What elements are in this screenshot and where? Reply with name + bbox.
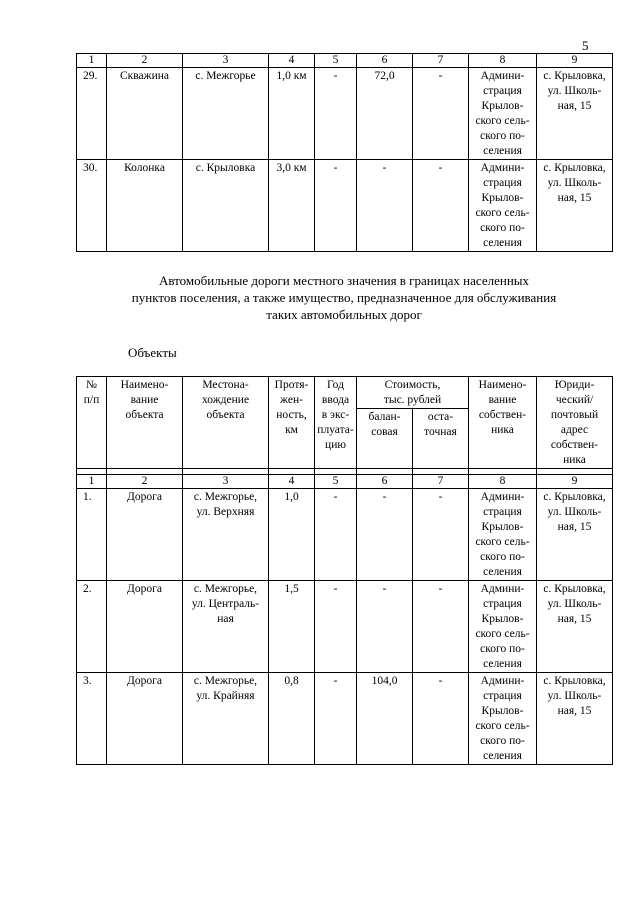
index-cell: 6 bbox=[357, 54, 413, 68]
header-residual: оста- точная bbox=[413, 409, 469, 469]
column-index-row bbox=[77, 475, 613, 489]
index-cell: 9 bbox=[537, 54, 613, 68]
balance-cost: - bbox=[357, 581, 413, 673]
balance-cost: 72,0 bbox=[357, 68, 413, 160]
object-name: Дорога bbox=[107, 673, 183, 765]
table-row bbox=[77, 581, 613, 673]
index-cell: 1 bbox=[77, 54, 107, 68]
balance-cost: - bbox=[357, 489, 413, 581]
page-number: 5 bbox=[582, 38, 589, 53]
residual-cost: - bbox=[413, 581, 469, 673]
owner-address: с. Крыловка, ул. Школь- ная, 15 bbox=[537, 581, 613, 673]
object-length: 1,0 bbox=[269, 489, 315, 581]
header-year: Год ввода в экс- плуата- цию bbox=[315, 377, 357, 469]
index-cell: 4 bbox=[269, 54, 315, 68]
header-owner: Наимено- вание собствен- ника bbox=[469, 377, 537, 469]
index-cell: 8 bbox=[469, 475, 537, 489]
header-location: Местона- хождение объекта bbox=[183, 377, 269, 469]
commission-year: - bbox=[315, 673, 357, 765]
index-cell: 7 bbox=[413, 475, 469, 489]
index-cell: 2 bbox=[107, 54, 183, 68]
header-name: Наимено- вание объекта bbox=[107, 377, 183, 469]
balance-cost: - bbox=[357, 160, 413, 252]
row-number: 1. bbox=[77, 489, 107, 581]
object-name: Скважина bbox=[107, 68, 183, 160]
owner-name: Админи- страция Крылов- ского сель- ского по- селения bbox=[469, 581, 537, 673]
row-number: 30. bbox=[77, 160, 107, 252]
index-cell: 9 bbox=[537, 475, 613, 489]
table-row bbox=[77, 68, 613, 160]
header-row bbox=[77, 377, 613, 409]
object-location: с. Межгорье bbox=[183, 68, 269, 160]
index-cell: 6 bbox=[357, 475, 413, 489]
object-name: Дорога bbox=[107, 489, 183, 581]
index-cell: 2 bbox=[107, 475, 183, 489]
owner-name: Админи- страция Крылов- ского сель- ского по- селения bbox=[469, 489, 537, 581]
table-row bbox=[77, 489, 613, 581]
commission-year: - bbox=[315, 68, 357, 160]
index-cell: 3 bbox=[183, 475, 269, 489]
header-balance: балан- совая bbox=[357, 409, 413, 469]
object-length: 3,0 км bbox=[269, 160, 315, 252]
column-index-row bbox=[77, 54, 613, 68]
header-cost: Стоимость, тыс. рублей bbox=[357, 377, 469, 409]
owner-address: с. Крыловка, ул. Школь- ная, 15 bbox=[537, 68, 613, 160]
row-number: 2. bbox=[77, 581, 107, 673]
object-location: с. Межгорье, ул. Верхняя bbox=[183, 489, 269, 581]
owner-name: Админи- страция Крылов- ского сель- ского по- селения bbox=[469, 160, 537, 252]
residual-cost: - bbox=[413, 68, 469, 160]
commission-year: - bbox=[315, 581, 357, 673]
index-cell: 1 bbox=[77, 475, 107, 489]
commission-year: - bbox=[315, 160, 357, 252]
residual-cost: - bbox=[413, 160, 469, 252]
object-length: 1,5 bbox=[269, 581, 315, 673]
commission-year: - bbox=[315, 489, 357, 581]
object-length: 0,8 bbox=[269, 673, 315, 765]
roads-table bbox=[76, 376, 613, 765]
object-length: 1,0 км bbox=[269, 68, 315, 160]
table-row bbox=[77, 160, 613, 252]
object-location: с. Межгорье, ул. Централь- ная bbox=[183, 581, 269, 673]
index-cell: 5 bbox=[315, 54, 357, 68]
row-number: 29. bbox=[77, 68, 107, 160]
index-cell: 4 bbox=[269, 475, 315, 489]
table-row bbox=[77, 673, 613, 765]
residual-cost: - bbox=[413, 673, 469, 765]
header-num: № п/п bbox=[77, 377, 107, 469]
index-cell: 3 bbox=[183, 54, 269, 68]
index-cell: 7 bbox=[413, 54, 469, 68]
owner-address: с. Крыловка, ул. Школь- ная, 15 bbox=[537, 160, 613, 252]
object-name: Колонка bbox=[107, 160, 183, 252]
header-length: Протя- жен- ность, км bbox=[269, 377, 315, 469]
object-name: Дорога bbox=[107, 581, 183, 673]
owner-name: Админи- страция Крылов- ского сель- ского по- селения bbox=[469, 673, 537, 765]
object-location: с. Межгорье, ул. Крайняя bbox=[183, 673, 269, 765]
section-heading: Автомобильные дороги местного значения в границах населенных пунктов поселения, а также имущество, предназначенное для обслуживания таких автомобильных дорог bbox=[131, 273, 557, 322]
index-cell: 8 bbox=[469, 54, 537, 68]
index-cell: 5 bbox=[315, 475, 357, 489]
header-address: Юриди- ческий/ почтовый адрес собствен- ника bbox=[537, 377, 613, 469]
owner-address: с. Крыловка, ул. Школь- ная, 15 bbox=[537, 489, 613, 581]
water-objects-table bbox=[76, 53, 613, 252]
owner-name: Админи- страция Крылов- ского сель- ского по- селения bbox=[469, 68, 537, 160]
residual-cost: - bbox=[413, 489, 469, 581]
object-location: с. Крыловка bbox=[183, 160, 269, 252]
objects-subheading: Объекты bbox=[128, 345, 177, 360]
owner-address: с. Крыловка, ул. Школь- ная, 15 bbox=[537, 673, 613, 765]
balance-cost: 104,0 bbox=[357, 673, 413, 765]
row-number: 3. bbox=[77, 673, 107, 765]
